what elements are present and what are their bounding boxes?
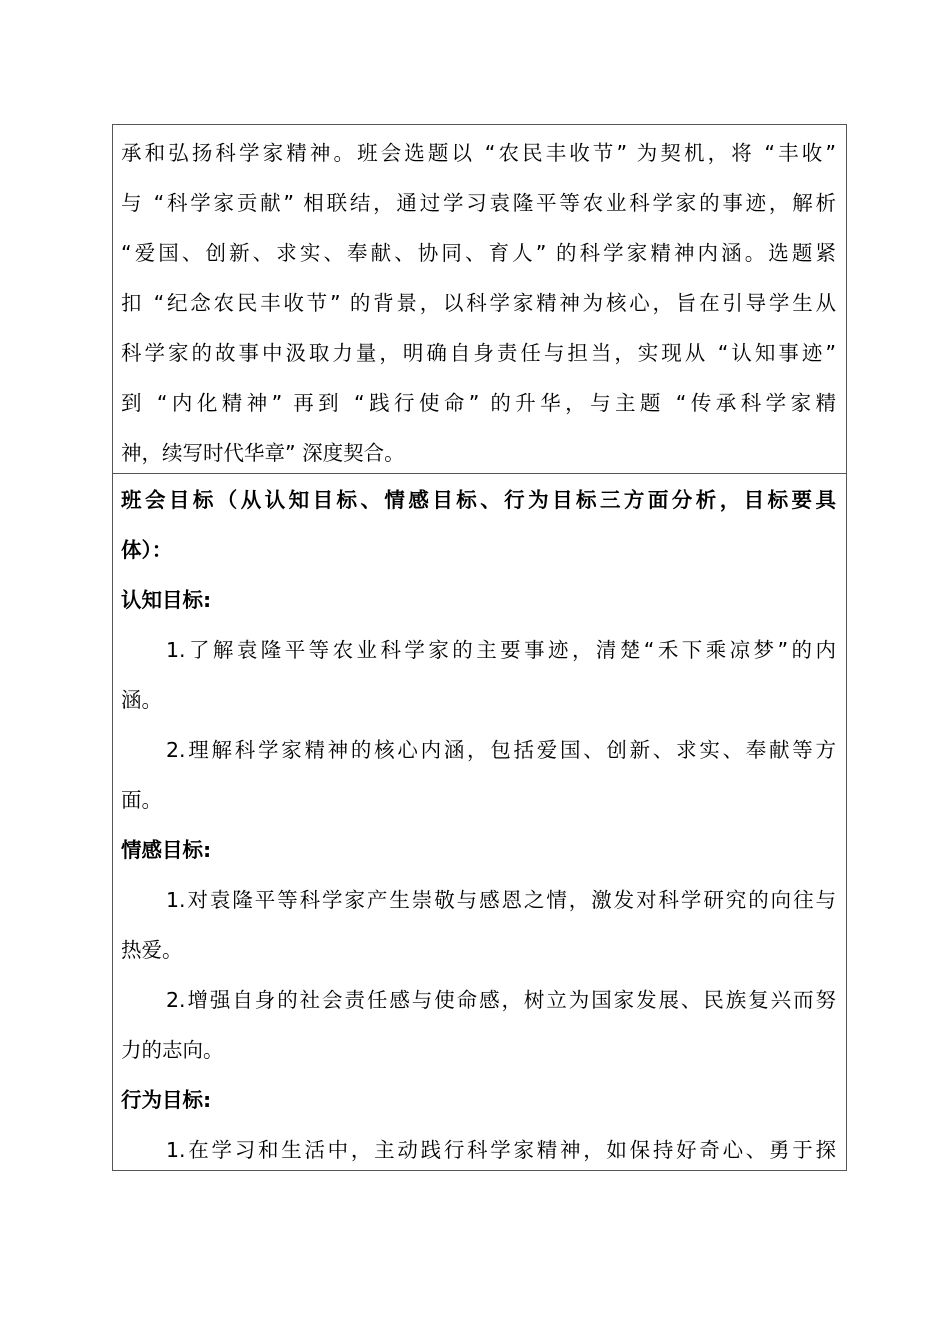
paragraph-line: 扣 “纪念农民丰收节” 的背景，以科学家精神为核心，旨在引导学生从 [121, 291, 836, 315]
paragraph-line: 承和弘扬科学家精神。班会选题以 “农民丰收节” 为契机，将 “丰收” [121, 141, 836, 165]
paragraph-line: 科学家的故事中汲取力量，明确自身责任与担当，实现从 “认知事迹” [121, 341, 836, 365]
paragraph-line: 神，续写时代华章” 深度契合。 [121, 441, 405, 465]
topic-rationale-cell [113, 125, 846, 473]
cognitive-goal-item-cont: 涵。 [121, 688, 162, 712]
paragraph-line: 到 “内化精神” 再到 “践行使命” 的升华，与主题 “传承科学家精 [121, 391, 836, 415]
paragraph-line: 与 “科学家贡献” 相联结，通过学习袁隆平等农业科学家的事迹，解析 [121, 191, 836, 215]
emotional-goals-title: 情感目标: [121, 838, 212, 862]
emotional-goal-item: 2.增强自身的社会责任感与使命感，树立为国家发展、民族复兴而努 [166, 988, 836, 1012]
emotional-goal-item: 1.对袁隆平等科学家产生崇敬与感恩之情，激发对科学研究的向往与 [166, 888, 836, 912]
cognitive-goal-item: 1.了解袁隆平等农业科学家的主要事迹，清楚“禾下乘凉梦”的内 [166, 638, 836, 662]
behavioral-goals-title: 行为目标: [121, 1088, 212, 1112]
cognitive-goals-title: 认知目标: [121, 588, 212, 612]
emotional-goal-item-cont: 热爱。 [121, 938, 183, 962]
cognitive-goal-item-cont: 面。 [121, 788, 162, 812]
document-table [112, 124, 847, 1171]
class-goals-cell [113, 473, 846, 1170]
paragraph-line: “爱国、创新、求实、奉献、协同、育人” 的科学家精神内涵。选题紧 [121, 241, 836, 265]
goals-heading: 班会目标（从认知目标、情感目标、行为目标三方面分析，目标要具 [121, 488, 836, 512]
goals-heading-cont: 体）： [121, 538, 173, 562]
behavioral-goal-item: 1.在学习和生活中，主动践行科学家精神，如保持好奇心、勇于探 [166, 1138, 836, 1162]
cognitive-goal-item: 2.理解科学家精神的核心内涵，包括爱国、创新、求实、奉献等方 [166, 738, 836, 762]
emotional-goal-item-cont: 力的志向。 [121, 1038, 224, 1062]
